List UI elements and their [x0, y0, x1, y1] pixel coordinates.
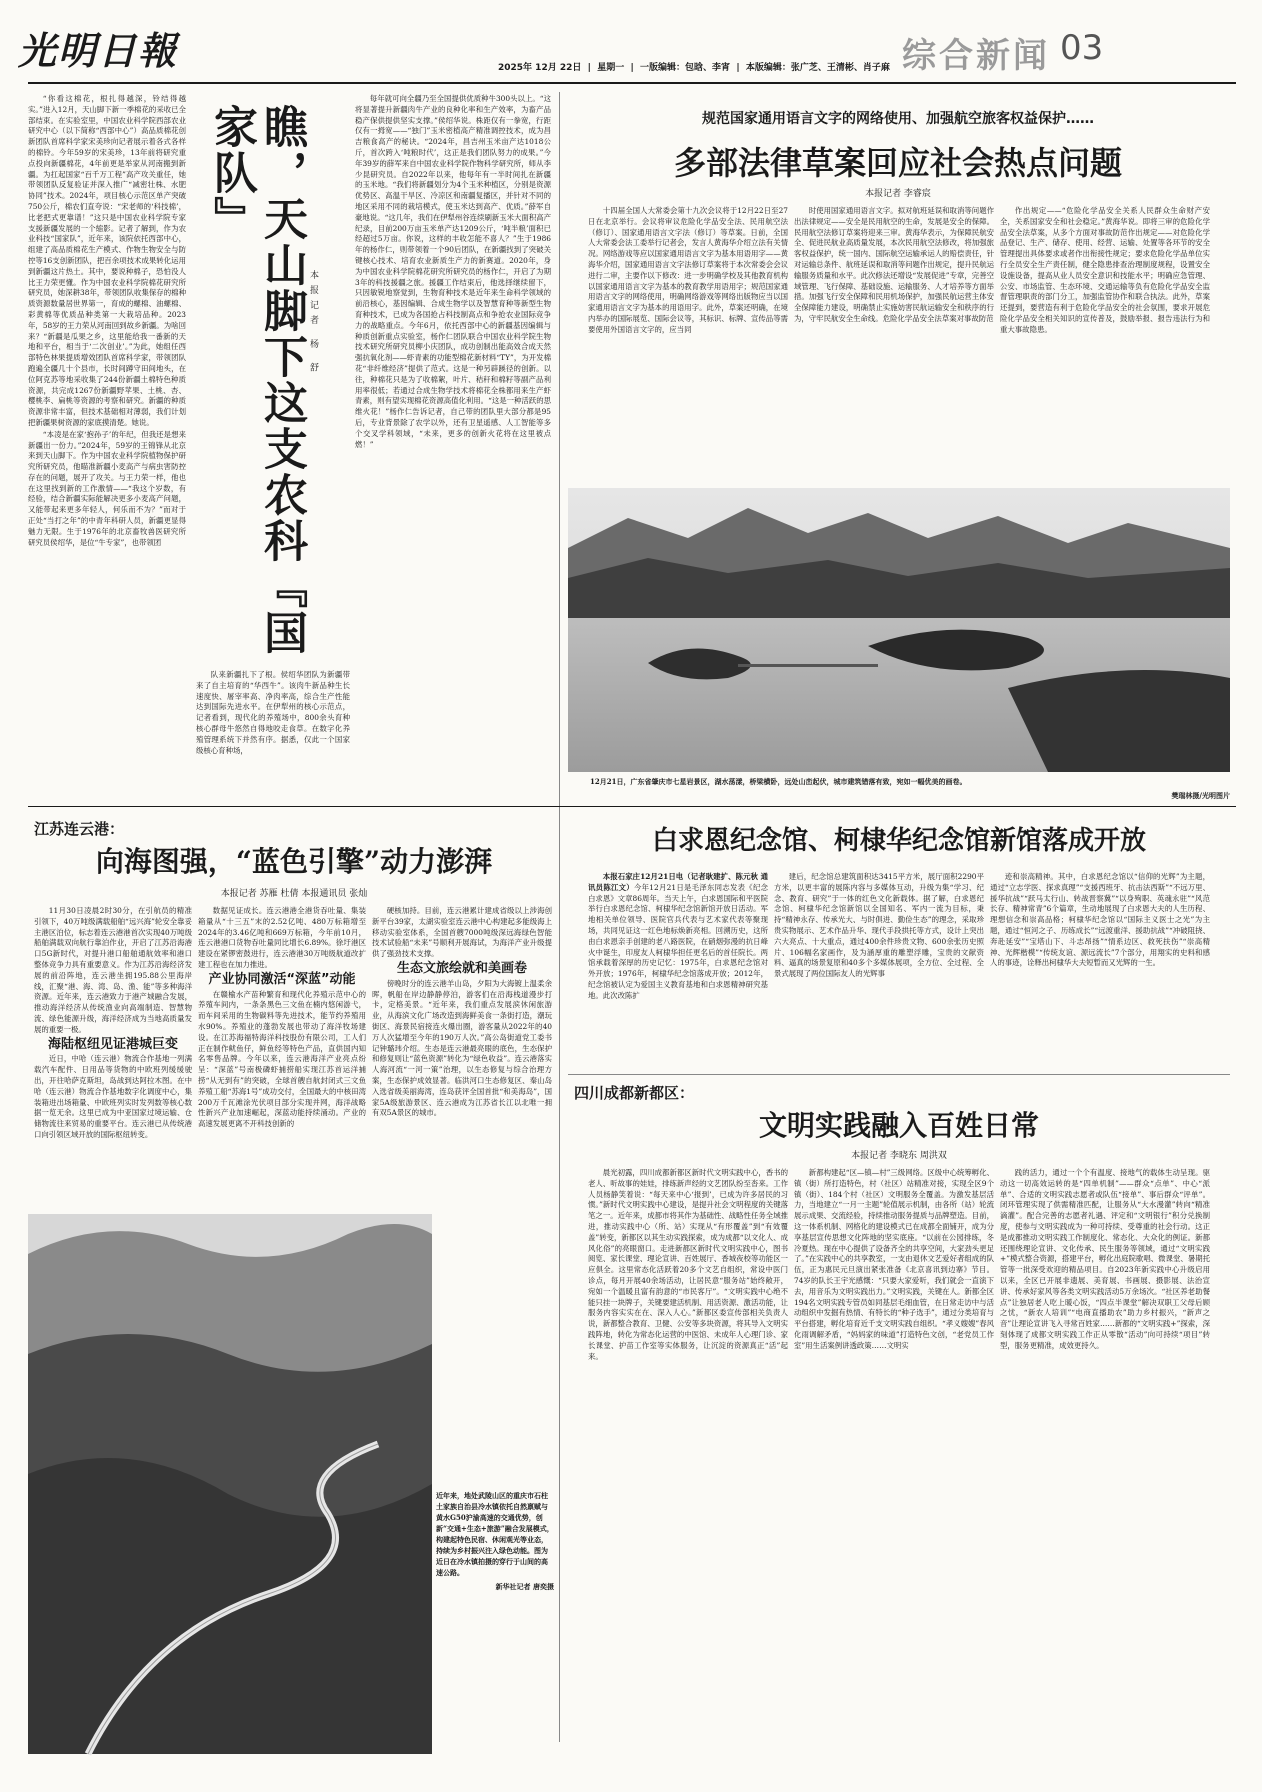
cotton-col2a-text: 每年就可向全疆乃至全国提供优质种牛300头以上。“这将显著提升新疆肉牛产业的良种化率和生产效率，为畜产品稳产保供提供坚实支撑。”侯绍华说。株距仅有一拳宽，行距仅有一拇宽——“独门”玉米密植高产精准调控技术，成为昌吉粮食高产的秘诀。“2024年，昌吉州玉米亩产达1018公斤，首次跨入‘吨粮时代’，这正是我们团队努力的成果。”今年39岁的薛军来自中国农业科学院作物科学研究所，师从李少昆研究员。自2022年以来，他每年有一半时间扎在新疆的玉米地。“我们将新疆划分为4个玉米种植区，分别是资源优势区、高温干旱区、冷凉区和南疆复播区，并针对不同的地区采用不同的栽培模式，使玉米达到高产、优质。”薛军自豪地说。“这几年，我们在伊犁州谷连续刷新玉米大面积高产纪录，目前200万亩玉米单产达1209公斤，‘吨半粮’面积已经超过5万亩。你说，这样的丰收怎能不喜人？”生于1986年的杨作仁，则带领着一个90后团队，在新疆找到了突破关键核心技术、培育农业新质生产力的新赛道。2020年，身为中国农业科学院棉花研究所研究员的杨作仁，开启了为期3年的科技援疆之旅。援疆工作结束后，他选择继续留下，只因敏锐地察觉到，生物育种技术是近年来生命科学领域的前沿核心，基因编辑、合成生物学以及智慧育种等新型生物育种技术，已成为各国抢占科技制高点和争抢农业国际竞争力的战略重点。今年6月，依托西部中心的新疆基因编辑与种质创新重点实验室，杨作仁团队联合中国农业科学院生物技术研究所研究员柳小庆团队，成功创制出能高效合成天然强抗氧化剂——虾青素的功能型棉花新材料“TY”，为开发棉花“非纤维经济”提供了范式。这是一种另辟蹊径的创新。以往，种棉花只是为了收棉絮，叶片、秸秆和棉籽等副产品利用率很低；若通过合成生物学技术将棉花全株都用来生产虾青素，则有望实现棉花资源高值化利用。“这是一种活跃的思维火花！”杨作仁告诉记者，自己带的团队里大部分都是95后，专业背景除了农学以外，还有卫星遥感、人工智能等多个交叉学科领域，“未来，更多的创新火花将在这里被点燃！” [355, 94, 551, 449]
masthead-text: 光明日報 [18, 28, 179, 73]
lyg-subhead-2: 产业协同激活“深蓝”动能 [208, 971, 356, 987]
header-rule [28, 82, 1236, 84]
lyg-kicker: 江苏连云港： [34, 820, 125, 838]
cotton-byline-name: 杨 舒 [308, 338, 318, 378]
law-kicker: 规范国家通用语言文字的网络使用、加强航空旅客权益保护…… [702, 111, 1094, 127]
lake-photo-image [568, 488, 1230, 772]
lyg-col3 [372, 906, 552, 1206]
lyg-col3-text: 硬核加持。目前，连云港累计建成省级以上涉海创新平台39家，太湖实验室连云港中心构建起多能级海上移动实验室体系，全国首艘7000吨级深远海绿色智能技术试验船“未来”号顺利开展海试，为海洋产业升级提供了强劲技术支撑。 [372, 906, 552, 959]
memorial-col2 [774, 872, 984, 1068]
issue-info: 2025年 12月 22日 | 星期一 | 一版编辑：包晗、李宵 | 本版编辑：张广芝、王清彬、肖子麻 [498, 63, 890, 73]
chengdu-col2-text: 新都构建起“区—镇—村”三级网络。区级中心统筹孵化、镇（街）所打造特色，村（社区）站精准对接，实现全区9个镇（街）、184个村（社区）文明服务全覆盖。为激发基层活力，当地建立“一月一主题”轮值展示机制，由各所（站）轮流展示成果、交流经验，持续推动服务提质与品牌塑造。目前，这一体系机制、网格化的建设模式已在成都全面铺开，成为分享基层宣传思想文化阵地的坚实底座。“以前在公园排练，冬冷夏热。现在中心提供了设备齐全的共享空间，大家劲头更足了。”在实践中心的共享教室，一支由退休文艺爱好者组成的队伍，正为惠民元旦演出紧张准备《北京喜讯到边寨》节目。74岁的队长王宇光感慨：“只要大家爱听，我们就会一直演下去，用音乐为文明实践出力。”文明实践，关键在人。新都全区194名文明实践专管员如同基层毛细血管，在日常走访中与活动组织中发掘有热情、有特长的“种子选手”，通过分类培育与平台搭建，孵化培育近千支文明实践自组织。“孝义嫂嫂”春风化雨调解矛盾，“妈妈家的味道”打造特色文创，“老党员工作室”用生活案例讲透政策……文明实 [794, 1168, 994, 1350]
law-col1-text: 十四届全国人大常委会第十九次会议将于12月22日至27日在北京举行。会议将审议危险化学品安全法、民用航空法（修订）、国家通用语言文字法（修订）等草案。日前，全国人大常委会法工委举行记者会，发言人黄海华介绍立法有关情况。网络游戏等应以国家通用语言文字为基本用语用字——黄海华介绍，国家通用语言文字法修订草案将于本次常委会会议进行二审，主要作以下修改：进一步明确学校及其他教育机构以国家通用语言文字为基本的教育教学用语用字；规范国家通用语言文字的网络使用，明确网络游戏等网络出版物应当以国家通用语言文字为基本的用语用字。此外，草案还明确，在境内举办的国际展览、国际会议等，其标识、标牌、宣传品等需要使用外国语言文字的，应当同 [588, 206, 788, 334]
lyg-col1-text: 11月30日凌晨2时30分，在引航员的精准引领下，40万吨级满载船舶“远兴海”轮安全靠妥主港区泊位，标志着连云港港首次实现40万吨级船舶满载双向航行靠泊作业，开启了江苏沿海港口5G新时代，对提升港口船舶通航效率和港口整体竞争力具有重要意义。作为江苏沿海经济发展的前沿阵地，连云港坐拥195.88公里海岸线，汇聚“港、海、湾、岛、渔、能”等多种海洋资源。近年来，连云港致力于港产城融合发展，推动海洋经济从传统渔业向高端制造、智慧物流、绿色能源升级，海洋经济成为当地高质量发展的重要一极。 [34, 906, 192, 1034]
law-headline: 多部法律草案回应社会热点问题 [673, 144, 1122, 182]
editors-page: 本版编辑：张广芝、王清彬、肖子麻 [745, 63, 890, 73]
highway-photo-caption [436, 1490, 554, 1750]
highway-photo-credit: 新华社记者 唐奕摄 [495, 1582, 554, 1591]
law-col1 [588, 206, 788, 476]
chengdu-kicker: 四川成都新都区： [574, 1084, 695, 1102]
editors-front: 一版编辑：包晗、李宵 [640, 63, 731, 73]
memorial-col1 [588, 872, 768, 1068]
cotton-col1 [28, 94, 186, 754]
chengdu-col1 [588, 1168, 788, 1748]
lake-photo [568, 488, 1230, 772]
issue-weekday: 星期一 [597, 63, 625, 73]
highway-photo [28, 1214, 432, 1754]
lyg-col1b-text: 近日，中哈（连云港）物流合作基地一列满载汽车配件、日用品等货物的中欧班列缓缓驶出，开往哈萨克斯坦，岛战到达阿拉木图。在中哈（连云港）物流合作基地数字化调度中心，集装箱进出场箱量、中欧班列实时发列数等核心数据一览无余。这里已成为中亚国家过境运输、仓储物流往来贸易的重要平台。连云港已从传统港口向引领区域开放的国际枢纽转变。 [34, 1054, 192, 1139]
law-col2 [794, 206, 994, 476]
masthead-logo [18, 20, 198, 73]
memorial-dateline: 本报石家庄12月21日电（记者耿建扩、陈元秋 通讯员陈江文） [588, 872, 768, 892]
lyg-byline: 本报记者 苏雁 杜倩 本报通讯员 张灿 [220, 889, 368, 899]
issue-date: 2025年 12月 22日 [498, 63, 582, 73]
cotton-byline [300, 270, 320, 430]
lyg-subhead-3: 生态文旅绘就和美画卷 [396, 960, 527, 976]
chengdu-col1-text: 晨光初露，四川成都新都区新时代文明实践中心，香书的老人、听故事的娃娃，排练新声经的文艺团队纷至沓来。工作人员杨静笑着说：“每天来中心‘报到’，已成为许多居民的习惯。”新时代文明实践中心建设，是提升社会文明程度的关键落笔之一。近年来，成都市将其作为基础性、战略性任务全域推进，推动实践中心（所、站）实现从“有形覆盖”到“有效覆盖”转变，新都区以其生动实践探索，成为成都“以文化人、成风化俗”的亮眼窗口。走进新都区新时代文明实践中心，图书阅览、家长课堂、理论宣讲、百姓展厅、香城夜校等功能区一应俱全。这里常态化活跃着20多个文艺自组织，常设中医门诊点，每月开展40余场活动，让居民意“服务站”始终敞开，宛如一个温暖且富有韵意的“市民客厅”。“文明实践中心绝不能只挂一块牌子，关键要建活机制、用活资源、激活功能，让服务内容实实在在、深入人心。”新都区委宣传部相关负责人说，新都整合教育、卫健、公安等多块资源，将其导入文明实践阵地，转化为常态化运营的中医馆、未成年人心理门诊、家长课堂、护苗工作室等实体服务，让沉淀的资源真正“活”起来。 [588, 1168, 788, 1361]
law-byline: 本报记者 李睿宸 [865, 189, 931, 199]
lyg-headline: 向海图强，“蓝色引擎”动力澎湃 [95, 845, 493, 878]
cotton-col2-lower [196, 670, 350, 760]
memorial-col3 [990, 872, 1210, 1068]
lake-photo-credit: 樊瑞林摄/光明图片 [1171, 791, 1230, 800]
lyg-col3b-text: 傍晚时分的连云港羊山岛，夕阳为大海镀上温柔余晖，帆船在岸边静静停泊，游客们在沿海栈道漫步打卡，定格美景。“近年来，我们重点发展滨休闲旅游业，从海滨文化广场改造到海鲜美食一条街打造，潮玩街区、海景民宿接连火爆出圈，游客量从2022年的40万人次猛增至今年的190万人次。”高公岛街道党工委书记钟璐玮介绍。生态是连云港最亮眼的底色，生态保护和修复则让“蓝色资源”转化为“绿色收益”。连云港落实人海河流“一河一策”治理，以生态修复与综合治理方案，生态保护成效显著。临洪河口生态修复区、秦山岛入选省级美丽海湾，连岛获评全国首批“和美海岛”，国家5A级旅游景区、连云港成为江苏省长江以北唯一拥有双5A景区的城市。 [372, 978, 552, 1118]
lake-photo-caption: 12月21日，广东省肇庆市七星岩景区，湖水荡漾，桥梁横卧，远处山峦起伏，城市建筑错落有致，宛如一幅优美的画卷。 [590, 777, 967, 786]
lyg-subhead-1: 海陆枢纽见证港城巨变 [47, 1036, 178, 1052]
highway-photo-image [28, 1214, 432, 1754]
memorial-col2-text: 建后，纪念馆总建筑面积达3415平方米，展厅面积2290平方米，以更丰富的展陈内容与多媒体互动，升级为集“学习、纪念、教育、研究”于一体的红色文化新载体。据了解，白求恩纪念馆、柯棣华纪念馆新馆以全国知名、军内一流为目标，秉持“精神永存、传承光大、与时俱进、勤俭生态”的理念，采取珍贵实物展示、艺术作品升华、现代手段拱托等方式，设计上突出六大亮点、十大重点，通过400余件珍贵文物、600余张历史照片、106幅名家画作，及为涵厚重的雕塑浮雕，宝贵的文献资料、逼真的场景复原和40多个多媒体展项，全方位、全过程、全景式展现了两位国际友人的光辉事 [774, 872, 984, 979]
chengdu-col3 [1000, 1168, 1210, 1748]
memorial-col1-text [588, 872, 768, 1002]
section-title: 综合新闻 [902, 36, 1050, 76]
cotton-col1-text: “你看这棉花，根扎得越深，铃结得越实。”进入12月，天山脚下新一季棉花的采收已全部结束。在实验室里，中国农业科学院西部农业研究中心（以下简称“西部中心”）高品质棉花创新团队首席科学家宋美珍向记者展示着各式各样的棉铃。今年59岁的宋美珍，13年前将研究重点投向新疆棉花，4年前更是举家从河南搬到新疆。为扛起国家“百千万工程”高产攻关重任，她带领团队反复验证并深入推广“减密壮株、水肥协同”技术。2024年，项目核心示范区单产突破750公斤，棉农们直夸说：“宋老师的‘科技棉’，比老把式更靠谱！”这只是中国农业科学院专家支援新疆发展的一个缩影。记者了解到，作为农业科技“国家队”，近年来，该院依托西部中心，组建了高品质棉花生产模式、作物生物安全与防控等16支创新团队，把百余项技术成果转化运用到新疆这片热土。其中，要说种棉子，恐怕没人比王力荣更懂。作为中国农业科学院棉花研究所研究员，她深耕38年，带领团队收集保存的棉种质资源数量居世界第一，育成的螺棉、油螺棉、彩黄棉等优质品种类第一大栽培品种。2023年，58岁的王力荣从河南回到故乡新疆。为啥回来？“新疆是瓜果之乡，这里能给我一番新的天地和平台，相当于‘二次创业’。”为此，她组任西部特色林果提质增效团队首席科学家，带领团队跑遍全疆几十个县市，长时间蹲守田间地头，在位阿克苏等地采收集了244份新疆土棉特色种质资源，共完成1267份新疆野苹果、土桃、杏、樱桃李、扁桃等资源的考察和研究。新疆的种质资源非常丰富，但技术基础相对薄弱，我们计划把新疆果树资源的家底摸清楚。她说。 [28, 94, 186, 427]
chengdu-col3-text: 践的活力，通过一个个有温度、接地气的载体生动呈现。驱动这一切高效运转的是“四单机制”——群众“点单”、中心“派单”、合适的文明实践志愿者或队伍“接单”、事后群众“评单”。闭环管理实现了供需精准匹配，让服务从“大水漫灌”转向“精准滴灌”。配合完善的志愿者礼遇、评定和“文明银行”积分兑换制度，使参与文明实践成为一种可持续、受尊重的社会行动。这正是成都推动文明实践工作制度化、常态化、大众化的例证。新都还围绕理论宣讲、文化传承、民生服务等领域，通过“文明实践+”模式整合资源，搭建平台，孵化出庭院歌唱、微课堂、暑期托管等一批深受欢迎的精品项目。自2023年新实践中心升级启用以来，全区已开展非遗展、美育展、书画展、摄影展、法治宣讲、传承好家风等各类文明实践活动5万余场次。“社区养老助餐点”让独居老人吃上暖心饭，“四点半课堂”解决双职工父母后顾之忧，“新农人培训”“电商直播助农”助力乡村振兴，“新声之音”让理论宣讲飞入寻常百姓家……新都的“文明实践+”探索，深刻体现了成都文明实践工作正从零散“活动”向可持续“项目”转型，服务更精准，成效更持久。 [1000, 1168, 1210, 1350]
memorial-headline: 白求恩纪念馆、柯棣华纪念馆新馆落成开放 [651, 826, 1146, 856]
cotton-col2b-text: 队来新疆扎下了根。侯绍华团队为新疆带来了自主培育的“华西牛”。该肉牛新品种生长速度快、屠宰率高、净肉率高，综合生产性能达到国际先进水平。在伊犁州的核心示范点，记者看到，现代化的养殖场中，800余头育种核心群母牛悠然自得地咬走食草。在数字化养殖管理系统下并然有序。据悉，仅此一个国家级核心育种场， [196, 670, 350, 755]
memorial-col3-text: 迹和崇高精神。其中，白求恩纪念馆以“信仰的光辉”为主题，通过“立志学医、探求真理”“支援西班牙、抗击法西斯”“不远万里、援华抗战”“跃马太行山、转战晋察冀”“以身殉职、英魂永驻”“风范长存、精神常青”6个篇章，生动地展现了白求恩大夫的人生历程、理想信念和崇高品格；柯棣华纪念馆以“国际主义医士之光”为主题，通过“恒河之子、历练成长”“远渡重洋、援助抗战”“冲破阻挠、奔赴延安”“宝塔山下、斗志昂扬”“情系边区、救死扶伤”“崇高精神、光辉楷模”“传统友谊、源远流长”7个部分，用翔实的史料和感人的事迹，诠释出柯棣华大夫短暂而又光辉的一生。 [990, 872, 1210, 968]
lyg-col2-text: 数据见证成长。连云港港全港货吞吐量、集装箱量从“十三五”末的2.52亿吨、480万标箱增至2024年的3.46亿吨和669万标箱，今年前10月，连云港港口货物吞吐量同比增长6.89%。徐圩港区建设在紧锣密鼓进行，连云港港30万吨级航道改扩建工程也在加力推进。 [198, 906, 366, 969]
law-col2-text: 时使用国家通用语言文字。拟对航班延误和取消等问题作出法律规定——安全是民用航空的生命，发展是安全的保障。民用航空法修订草案将迎来三审。黄海华表示，为保障民航安全、促进民航业高质量发展，本次民用航空法修改，将加强旅客权益保护，统一国内、国际航空运输承运人的赔偿责任，针对运输总条件、航班延误和取消等问题作出规定，提升民航运输服务质量和水平。此次修法还增设“发展促进”专章，完善空域管理、飞行保障、基础设施、运输服务、人才培养等方面举措。加强飞行安全保障和民用机场保护，加强民航运营主体安全保障能力建设，明确禁止实施妨害民航运输安全和秩序的行为，守牢民航安全生命线。危险化学品安全法草案对事故防范 [794, 206, 994, 323]
law-col3 [1000, 206, 1210, 476]
memorial-bottom-rule [568, 1074, 1230, 1075]
memorial-col1-body: 今年12月21日是毛泽东同志发表《纪念白求恩》文章86周年。当天上午，白求恩国际和平医院举行白求恩纪念馆、柯棣华纪念馆新馆开放日活动。军地相关单位领导、医院官兵代表与艺术家代表等聚现场，共同见证这一红色地标焕新亮相。回溯历史，这所由白求恩亲手创建的老八路医院，在硝烟弥漫的抗日峰火中诞生，印度友人柯棣华担任更名后的首任院长。两馆承载着深厚的历史记忆：1975年，白求恩纪念馆对外开放；1976年，柯棣华纪念馆落成开放；2012年，纪念馆被认定为爱国主义教育基地和白求恩精神研究基地。此次改陈扩 [588, 882, 768, 1000]
mid-rule [28, 806, 1236, 807]
page-number: 03 [1060, 28, 1104, 68]
lyg-col2 [198, 906, 366, 1206]
lyg-col2b-text: 在赣榆水产苗种繁育和现代化养殖示范中心的养殖车间内，一条条黑色三文鱼在楠内悠闲游弋，而车间采用的生物碳料等先进技术，能节约养殖用水90%。养殖业的蓬勃发展也带动了海洋牧场建设。在江苏海福特海洋科技股份有限公司，工人们正在制作鱿鱼仔，鲜鱼经等特色产品，直供国内知名零售品牌。今年以来，连云港海洋产业亮点纷呈：“深蓝”号南极磷虾捕捞船实现江苏首运洋捕捞“从无到有”的突破，全球首艘自航封闭式三文鱼养殖工船“苏海1号”成功交付，全国最大的中核田湾200万千瓦滩涂光伏项目部分实现并网，海洋战略性新兴产业加速崛起，深蓝动能持续涌动。产业的高速发展更离不开科技创新的 [198, 989, 366, 1129]
law-col3-text: 作出规定——“危险化学品安全关系人民群众生命财产安全，关系国家安全和社会稳定。”黄海华说。即将三审的危险化学品安全法草案，从多个方面对事故防范作出规定——对危险化学品登记、生产、储存、使用、经营、运输、处置等各环节的安全管理提出具体要求或者作出衔接性规定；要求危险化学品单位实行全员安全生产责任制，健全隐患排查治理制度规程，设置安全设施设备，提高从业人员安全意识和技能水平；明确应急管理、公安、市场监管、生态环境、交通运输等负有危险化学品安全监督管理职责的部门分工，加强监管协作和联合执法。此外，草案还提到，要营造有利于危险化学品安全的社会氛围，要求开展危险化学品安全相关知识的宣传普及，鼓励举报、报告违法行为和重大事故隐患。 [1000, 206, 1210, 334]
chengdu-headline: 文明实践融入百姓日常 [758, 1109, 1039, 1142]
highway-caption-text: 近年来，地处武陵山区的重庆市石柱土家族自治县冷水镇依托自然禀赋与黄水G50沪渝高速的交通优势，创新“交通+生态+旅游”融合发展模式，构建起特色民宿、休闲观光等业态，持续为乡村振兴注入绿色动能。图为近日在冷水镇拍摄的穿行于山间的高速公路。 [436, 1491, 554, 1577]
lyg-col1 [34, 906, 192, 1206]
cotton-col1b-text: “本凌是在家‘抱孙子’的年纪，但我还是想来新疆出一份力。”2024年，59岁的王锦锋从北京来到天山脚下。作为中国农业科学院植物保护研究所研究员，他瞄准新疆小麦高产与病虫害防控存在的问题，展开了攻关。与王力荣一样，他也在这里找到新的工作激情——“我这个岁数，有经验，结合新疆实际能解决更多小麦高产问题，又能带起来更多年轻人，何乐而不为？”而对于正处“当打之年”的中青年科研人员，新疆更显得魅力无限。生于1976年的北京畜牧兽医研究所研究员侯绍华，是位“牛专家”，也带领团 [28, 429, 186, 547]
cotton-col2-upper [355, 94, 551, 764]
column-divider [559, 92, 560, 1742]
cotton-headline: 瞧，天山脚下这支农科『国家队』 [206, 104, 307, 656]
chengdu-byline: 本报记者 李晓东 周洪双 [851, 1151, 947, 1161]
cotton-byline-label: 本报记者 [308, 270, 318, 330]
chengdu-col2 [794, 1168, 994, 1748]
